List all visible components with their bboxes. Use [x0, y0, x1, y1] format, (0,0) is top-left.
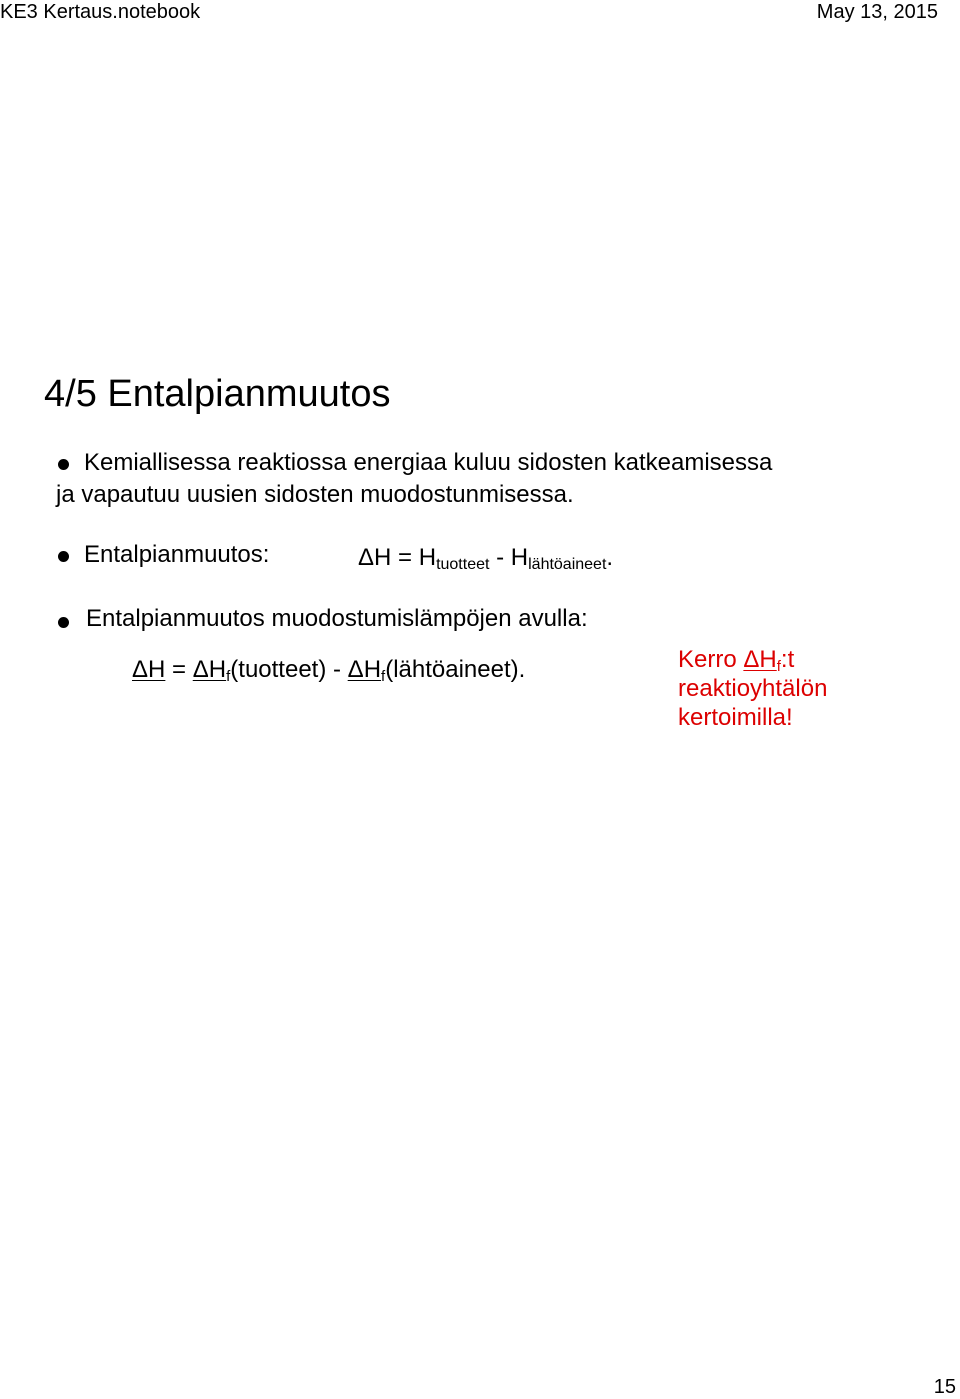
subscript-f: f — [226, 668, 231, 685]
bullet-1-line-1: Kemiallisessa reaktiossa energiaa kuluu sidosten katkeamisessa — [84, 449, 773, 476]
note-word: Kerro — [678, 646, 737, 673]
note-line-1 — [678, 645, 948, 674]
bullet-dot-icon — [58, 459, 69, 470]
note-line-2: reaktioyhtälön — [678, 675, 828, 702]
reactants-term: (lähtöaineet). — [385, 656, 526, 683]
bullet-dot-icon — [58, 617, 69, 628]
page-number: 15 — [933, 1376, 956, 1398]
products-term: (tuotteet) - — [230, 656, 341, 683]
header-date: May 13, 2015 — [816, 1, 938, 23]
bullet-1-line-2: ja vapautuu uusien sidosten muodostunmisessa. — [56, 481, 574, 508]
note-suffix: :t — [780, 646, 795, 673]
enthalpy-formula — [358, 543, 613, 573]
red-note — [678, 645, 948, 732]
delta-h-f: ΔH — [347, 656, 382, 683]
formula-minus-h: - H — [496, 544, 529, 571]
bullet-3-label: Entalpianmuutos muodostumislämpöjen avulla: — [86, 605, 588, 632]
page-title: 4/5 Entalpianmuutos — [44, 373, 391, 415]
subscript-f: f — [381, 668, 386, 685]
delta-h: ΔH — [132, 656, 166, 683]
subscript-products: tuotteet — [436, 556, 490, 573]
note-line-3: kertoimilla! — [678, 704, 793, 731]
bullet-dot-icon — [58, 551, 69, 562]
formula-equals: = — [172, 656, 187, 683]
delta-h: ΔH — [358, 544, 392, 571]
formula-period: . — [606, 544, 614, 571]
note-subscript-f: f — [776, 658, 781, 675]
subscript-reactants: lähtöaineet — [528, 556, 607, 573]
formation-heat-formula — [132, 655, 525, 685]
note-delta-h: ΔH — [743, 646, 777, 673]
header-filename: KE3 Kertaus.notebook — [0, 1, 201, 23]
formula-equals-h: = H — [398, 544, 437, 571]
bullet-2-label: Entalpianmuutos: — [84, 541, 270, 568]
delta-h-f: ΔH — [192, 656, 227, 683]
